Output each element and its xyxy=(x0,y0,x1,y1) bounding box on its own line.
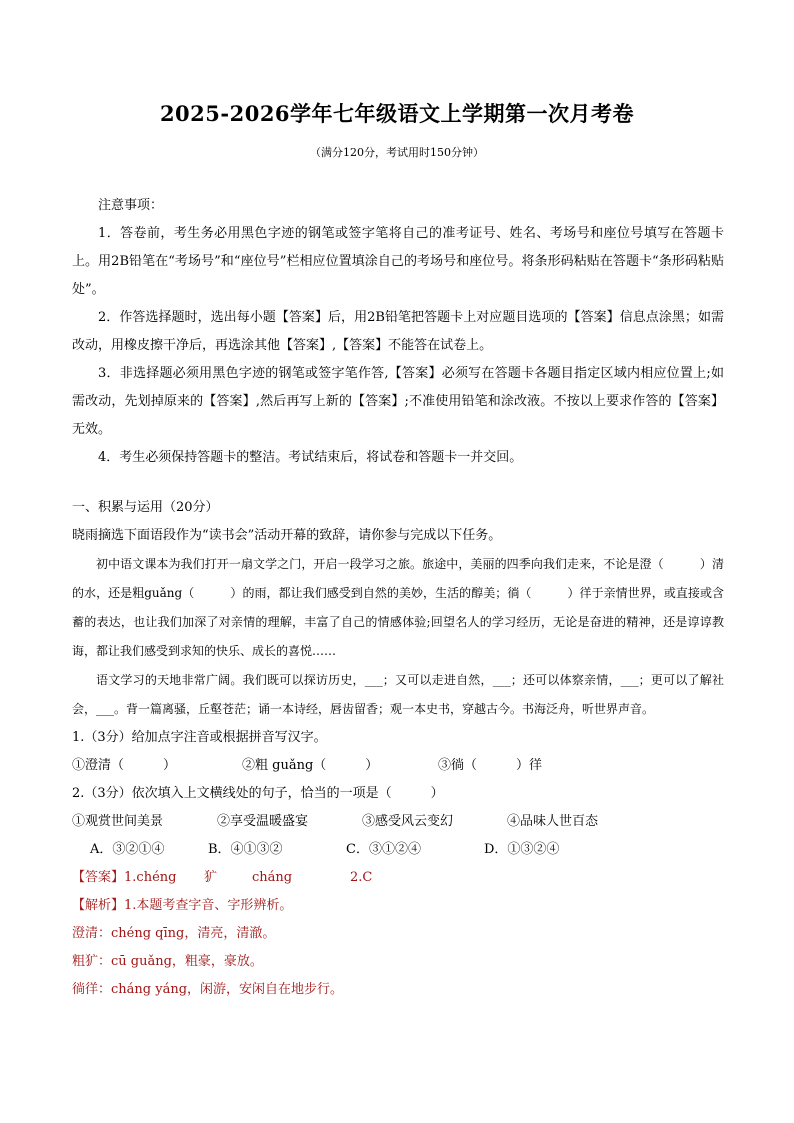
question-1: 1.（3分）给加点字注音或根据拼音写汉字。 xyxy=(72,730,327,745)
question-2: 2.（3分）依次填入上文横线处的句子，恰当的一项是（ ） xyxy=(72,786,444,801)
option-item: ①澄清（ ） xyxy=(72,758,177,773)
answer-part: 犷 xyxy=(204,870,218,885)
answer-part: cháng xyxy=(252,870,293,885)
option-item: ④品味人世百态 xyxy=(507,814,599,829)
question-section xyxy=(72,494,724,1004)
note-item: 4．考生必须保持答题卡的整洁。考试结束后，将试卷和答题卡一并交回。 xyxy=(98,450,523,465)
answer-label: 【答案】 xyxy=(72,870,125,885)
notes-section xyxy=(72,192,724,472)
passage-paragraph: 初中语文课本为我们打开一扇文学之门，开启一段学习之旅。旅途中，美丽的四季向我们走来，不论是澄（ ）清的水，还是粗guǎng（ ）的雨，都让我们感受到自然的美妙，生活的醇美；徜（ ）徉于亲情世界，或直接或含蓄的表达，也让我们加深了对亲情的理解，丰富了自己的情感体验;回望名人的学习经历，无论是奋进的精神，还是谆谆教诲，都让我们感受到求知的快乐、成长的喜悦…… xyxy=(72,557,724,658)
section-heading: 一、积累与运用（20分） xyxy=(72,500,219,515)
answer-line xyxy=(72,864,724,892)
answer-part: 1.chéng xyxy=(124,870,177,885)
question-1-options xyxy=(72,752,724,780)
option-item: ①观赏世间美景 xyxy=(72,814,164,829)
word-explanation: 徜徉：cháng yáng，闲游，安闲自在地步行。 xyxy=(72,982,344,997)
answer-part: 2.C xyxy=(350,870,373,885)
passage-paragraph: 语文学习的天地非常广阔。我们既可以探访历史，___；又可以走进自然，___；还可以体察亲情，___；更可以了解社会，___。背一篇离骚，丘壑苍茫；诵一本诗经，唇齿留香；观一本史书，穿越古今。书海泛舟，听世界声音。 xyxy=(72,673,724,716)
word-explanation: 粗犷：cū guǎng，粗豪，豪放。 xyxy=(72,954,263,969)
notes-heading: 注意事项： xyxy=(98,198,164,213)
choice-item: A．③②①④ xyxy=(90,842,165,857)
choice-item: B．④①③② xyxy=(208,842,283,857)
choice-item: C．③①②④ xyxy=(346,842,421,857)
word-explanation: 澄清：chéng qīng，清亮，清澈。 xyxy=(72,926,276,941)
option-item: ③徜（ ）徉 xyxy=(438,758,543,773)
section-intro: 晓雨摘选下面语段作为“读书会”活动开幕的致辞，请你参与完成以下任务。 xyxy=(72,528,502,543)
question-2-choices xyxy=(72,836,724,864)
analysis-text: 1.本题考查字音、字形辨析。 xyxy=(124,898,293,913)
note-item: 2．作答选择题时，选出每小题【答案】后，用2B铅笔把答题卡上对应题目选项的【答案】信息点涂黑；如需改动，用橡皮擦干净后，再选涂其他【答案】,【答案】不能答在试卷上。 xyxy=(72,310,724,353)
analysis-label: 【解析】 xyxy=(72,898,125,913)
note-item: 1．答卷前，考生务必用黑色字迹的钢笔或签字笔将自己的准考证号、姓名、考场号和座位号填写在答题卡上。用2B铅笔在“考场号”和“座位号”栏相应位置填涂自己的考场号和座位号。将条形码粘贴在答题卡“条形码粘贴处”。 xyxy=(72,226,724,297)
option-item: ②享受温暖盛宴 xyxy=(217,814,309,829)
page-subtitle: （满分120分，考试用时150分钟） xyxy=(310,146,484,159)
note-item: 3．非选择题必须用黑色字迹的钢笔或签字笔作答,【答案】必须写在答题卡各题目指定区域内相应位置上;如需改动，先划掉原来的【答案】,然后再写上新的【答案】;不准使用铅笔和涂改液。不按以上要求作答的【答案】无效。 xyxy=(72,366,724,437)
analysis-line xyxy=(72,892,724,920)
option-item: ②粗 guǎng（ ） xyxy=(242,758,379,773)
choice-item: D．①③②④ xyxy=(484,842,560,857)
page-title: 2025-2026学年七年级语文上学期第一次月考卷 xyxy=(159,101,635,126)
question-2-sentences xyxy=(72,808,724,836)
option-item: ③感受风云变幻 xyxy=(362,814,454,829)
